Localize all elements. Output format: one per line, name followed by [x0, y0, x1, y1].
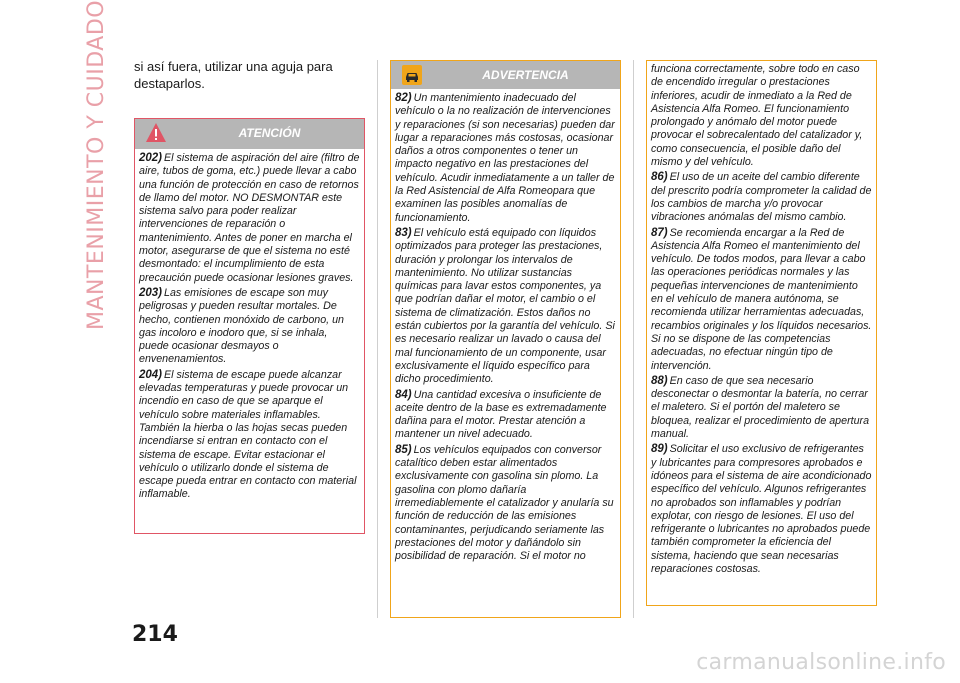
attention-box — [134, 118, 365, 534]
warning-item: 89) Solicitar el uso exclusivo de refrigerantes y lubricantes para compresores aprobados e idóneos para el sistema de aire acondicionado específico del vehículo. Algunos refrigerantes no aprobados son inflamables y podrían explotar, con riesgo de lesiones. El uso del refrigerante o lubricantes no aprobados puede también comprometer la eficiencia del sistema, haciendo que sean necesarias reparaciones costosas. — [651, 443, 872, 575]
warning-item: 87) Se recomienda encargar a la Red de Asistencia Alfa Romeo el mantenimiento del vehículo. De todos modos, para llevar a cabo las operaciones periódicas normales y las pequeñas intervenciones de mantenimiento en el vehículo de manera autónoma, se recomienda utilizar herramientas adecuadas, recambios originales y los líquidos necesarios. Si no se dispone de las competencias adecuadas, no efectuar ningún tipo de intervención. — [651, 226, 872, 372]
page-number: 214 — [132, 622, 178, 647]
column-divider — [377, 60, 378, 618]
attention-header — [135, 119, 364, 149]
column-divider — [633, 60, 634, 618]
watermark: carmanualsonline.info — [696, 650, 946, 675]
warning-box — [390, 60, 621, 618]
continued-warning-box — [646, 60, 877, 606]
warning-item: 88) En caso de que sea necesario desconectar o desmontar la batería, no cerrar el maletero. Si el portón del maletero se bloquea, realizar el procedimiento de apertura manual. — [651, 374, 870, 441]
continued-text: funciona correctamente, sobre todo en caso de encendido irregular o prestaciones inferiores, acudir de inmediato a la Red de Asistencia Alfa Romeo. El funcionamiento prolongado y anómalo del motor puede provocar el sobrecalentado del catalizador y, como consecuencia, el posible daño del mismo y del vehículo. — [651, 63, 863, 169]
attention-item: 204) El sistema de escape puede alcanzar elevadas temperaturas y puede provocar un incendio en caso de que se aparque el vehículo sobre materiales inflamables. También la hierba o las hojas secas pueden incendiarse si entran en contacto con el sistema de escape. Evitar estacionar el vehículo o utilizarlo donde el sistema de escape pueda entrar en contacto con material inflamable. — [139, 368, 357, 501]
warning-title: ADVERTENCIA — [482, 68, 569, 82]
warning-header — [391, 61, 620, 89]
warning-item: 84) Una cantidad excesiva o insuficiente de aceite dentro de la base es extremadamente dañina para el motor. Prestar atención a mantener un nivel adecuado. — [395, 388, 607, 441]
warning-item: 85) Los vehículos equipados con conversor catalítico deben estar alimentados exclusivamente con gasolina sin plomo. La gasolina con plomo dañaría irremediablemente el catalizador y anularía su función de reducción de las emisiones contaminantes, perjudicando seriamente las prestaciones del motor y dañándolo sin posibilidad de reparación. Si el motor no — [395, 443, 614, 563]
intro-text: si así fuera, utilizar una aguja para destaparlos. — [134, 59, 333, 91]
warning-item: 83) El vehículo está equipado con líquidos optimizados para proteger las prestaciones, duración y prolongar los intervalos de mantenimiento. No utilizar sustancias químicas para lavar estos componentes, ya que podrían dañar el motor, el cambio o el sistema de climatización. Estos daños no están cubiertos por la garantía del vehículo. Si es necesario realizar un lavado o causa del mal funcionamiento de un componente, usar exclusivamente el líquido específico para dicho procedimiento. — [395, 226, 615, 386]
car-warning-icon — [401, 64, 423, 86]
warning-item: 82) Un mantenimiento inadecuado del vehículo o la no realización de intervenciones y reparaciones (si son necesarias) pueden dar lugar a reparaciones más costosas, ocasionar daños a otros componentes o tener un impacto negativo en las prestaciones del vehículo. Acudir inmediatamente a un taller de la Red Asistencial de Alfa Romeopara que examinen las posibles anomalías de funcionamiento. — [395, 92, 615, 224]
attention-item: 202) El sistema de aspiración del aire (filtro de aire, tubos de goma, etc.) puede llevar a cabo una función de protección en caso de retornos de llamo del motor. NO DESMONTAR este sistema salvo para poder realizar intervenciones de reparación o mantenimiento. Antes de poner en marcha el motor, asegurarse de que el sistema no esté desmontado: el incumplimiento de esta precaución puede ocasionar lesiones graves. — [139, 152, 360, 284]
warning-triangle-icon — [145, 122, 167, 144]
attention-title: ATENCIÓN — [238, 126, 301, 140]
warning-item: 86) El uso de un aceite del cambio diferente del prescrito podría comprometer la calidad de los cambios de marcha y/o provocar vibraciones anómalas del mismo cambio. — [651, 171, 872, 224]
section-title: MANTENIMIENTO Y CUIDADO — [84, 0, 109, 330]
attention-item: 203) Las emisiones de escape son muy peligrosas y pueden resultar mortales. De hecho, contienen monóxido de carbono, un gas incoloro e inodoro que, si se inhala, puede ocasionar desmayos o envenenamientos. — [139, 286, 344, 366]
